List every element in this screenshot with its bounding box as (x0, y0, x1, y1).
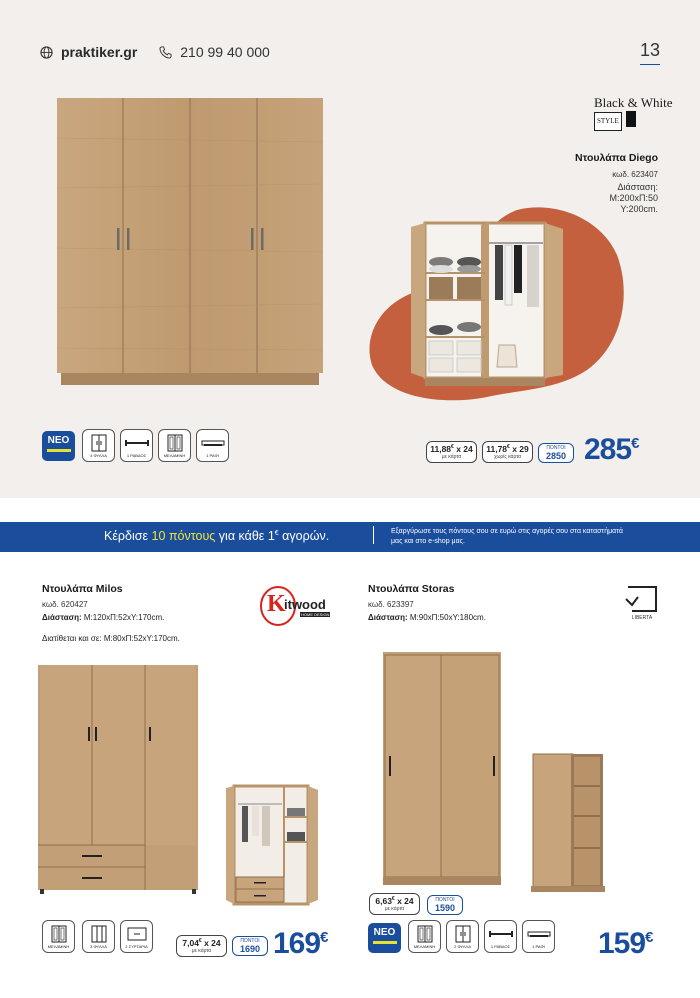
shelf-icon (200, 434, 226, 452)
storas-inst-amount: 6,63 (375, 896, 392, 906)
feature-rod (120, 429, 153, 462)
diego-title: Ντουλάπα Diego (575, 152, 658, 164)
storas-info (368, 583, 486, 622)
milos-inst-sub: με κάρτα (191, 948, 212, 954)
diego-price-currency: € (631, 435, 639, 452)
diego-inst-nocard-amount: 11,78 (486, 444, 508, 454)
milos-feature-doors-label: 3 ΦΥΛΛΑ (90, 944, 107, 949)
diego-inst-nocard-times: x 29 (512, 444, 529, 454)
banner-divider (373, 526, 374, 544)
diego-dim-label: Διάσταση: (617, 182, 658, 192)
diego-inst-nocard-currency: € (507, 444, 510, 451)
page-header (40, 44, 270, 60)
liberta-logo (622, 583, 662, 623)
phone-number[interactable]: 210 99 40 000 (180, 44, 270, 60)
doors-icon (91, 434, 107, 452)
new-badge (42, 431, 75, 461)
shelf-icon (526, 925, 552, 943)
new-badge-label: ΝΕΟ (47, 435, 70, 446)
diego-installment-card (426, 441, 477, 463)
milos-price-currency: € (320, 929, 328, 946)
black-white-logo-text: Black & White (594, 95, 673, 110)
storas-feature-rod-label: 1 ΡΑΒΔΟΣ (490, 944, 511, 949)
storas-dim-label: Διάσταση: (368, 613, 408, 622)
storas-feature-shelf-label: 1 ΡΑΦΙ (532, 944, 545, 949)
banner-text-pre: Κέρδισε (104, 529, 152, 543)
melamine-icon (51, 925, 67, 943)
diego-open-wardrobe-image (367, 205, 630, 405)
storas-points (427, 895, 463, 915)
feature-doors-label: 4 ΦΥΛΛΑ (90, 453, 107, 458)
feature-doors (82, 429, 115, 462)
feature-rod-label: 1 ΡΑΒΔΟΣ (126, 453, 147, 458)
black-white-logo-mark: STYLE (594, 112, 622, 131)
doors-icon (455, 925, 471, 943)
banner-headline (104, 529, 329, 543)
diego-inst-card-amount: 11,88 (430, 444, 452, 454)
storas-feature-doors (446, 920, 479, 953)
storas-inst-times: x 24 (397, 896, 414, 906)
milos-feature-drawers-label: 2 ΣΥΡΤΑΡΙΑ (125, 944, 148, 949)
melamine-icon (167, 434, 183, 452)
diego-installment-nocard (482, 441, 533, 463)
milos-points (232, 936, 268, 956)
storas-points-value: 1590 (434, 903, 456, 913)
milos-price-value: 169 (273, 927, 321, 960)
milos-feature-drawers (120, 920, 153, 953)
storas-open-wardrobe-image (531, 752, 605, 894)
milos-code: κωδ. 620427 (42, 600, 88, 609)
storas-feature-melamine-label: ΜΕΛΑΜΙΝΗ (413, 944, 436, 949)
banner-text-sup: € (274, 529, 279, 537)
storas-points-label: ΠΟΝΤΟΙ (435, 897, 455, 903)
kitwood-logo-text: itwood (284, 597, 326, 612)
diego-inst-card-sub: με κάρτα (441, 454, 462, 460)
milos-info (42, 583, 180, 643)
storas-title: Ντουλάπα Storas (368, 583, 455, 595)
globe-icon (40, 46, 53, 59)
diego-points-value: 2850 (545, 451, 567, 461)
site-link[interactable]: praktiker.gr (61, 44, 138, 60)
storas-price-currency: € (645, 929, 653, 946)
storas-new-badge-bar (373, 941, 397, 944)
banner-text-end: αγορών. (278, 529, 330, 543)
diego-price (584, 433, 638, 467)
storas-dim-value: M:90xΠ:50xY:180cm. (407, 613, 486, 622)
storas-feature-shelf (522, 920, 555, 953)
feature-melamine-label: ΜΕΛΑΜΙΝΗ (163, 453, 186, 458)
diego-points (538, 443, 574, 463)
milos-dimensions (42, 613, 180, 622)
milos-inst-times: x 24 (204, 938, 221, 948)
diego-price-value: 285 (584, 433, 632, 466)
feature-shelf-label: 1 ΡΑΦΙ (206, 453, 219, 458)
kitwood-logo (256, 584, 336, 628)
milos-inst-amount: 7,04 (182, 938, 199, 948)
rod-icon (124, 434, 150, 452)
storas-inst-sub: με κάρτα (384, 906, 405, 912)
diego-points-label: ΠΟΝΤΟΙ (546, 445, 566, 451)
storas-feature-rod (484, 920, 517, 953)
feature-melamine (158, 429, 191, 462)
black-square-icon (626, 111, 636, 127)
diego-dim-line2: Y:200cm. (620, 204, 658, 214)
milos-feature-melamine-label: ΜΕΛΑΜΙΝΗ (47, 944, 70, 949)
storas-feature-melamine (408, 920, 441, 953)
banner-text-post: για κάθε 1 (215, 529, 275, 543)
storas-new-badge-label: ΝΕΟ (373, 927, 396, 938)
diego-wardrobe-image (57, 98, 323, 386)
milos-feature-melamine (42, 920, 75, 953)
melamine-icon (417, 925, 433, 943)
milos-dim-label: Διάσταση: (42, 613, 82, 622)
storas-installment (369, 893, 420, 915)
milos-title: Ντουλάπα Milos (42, 583, 123, 595)
diego-inst-card-currency: € (451, 444, 454, 451)
milos-feature-doors (82, 920, 115, 953)
new-badge-bar (47, 449, 71, 452)
page-number: 13 (640, 40, 660, 65)
banner-text-points: 10 πόντους (151, 529, 216, 543)
drawers-icon (126, 925, 148, 943)
milos-open-wardrobe-image (224, 782, 320, 910)
liberta-logo-mark (624, 583, 660, 613)
rod-icon (488, 925, 514, 943)
kitwood-logo-sub: HOME DESIGN (301, 612, 330, 617)
black-white-logo (594, 94, 673, 132)
milos-installment (176, 935, 227, 957)
milos-price (273, 927, 327, 961)
diego-inst-nocard-sub: χωρίς κάρτα (493, 454, 522, 460)
storas-price (598, 927, 652, 961)
diego-code: κωδ. 623407 (612, 170, 658, 179)
doors-icon (91, 925, 107, 943)
milos-inst-currency: € (198, 938, 202, 945)
storas-inst-currency: € (391, 896, 395, 903)
diego-dim-line1: M:200xΠ:50 (609, 193, 658, 203)
milos-points-value: 1690 (239, 944, 261, 954)
liberta-logo-text: LIBERTA (631, 615, 653, 621)
storas-feature-doors-label: 2 ΦΥΛΛΑ (454, 944, 471, 949)
points-banner (0, 522, 700, 552)
storas-code: κωδ. 623397 (368, 600, 414, 609)
storas-dimensions (368, 613, 486, 622)
milos-points-label: ΠΟΝΤΟΙ (240, 938, 260, 944)
banner-note: Εξαργύρωσε τους πόντους σου σε ευρώ στις αγορές σου στα καταστήματά μας και στο e-shop μας. (391, 528, 623, 545)
milos-also-available: Διατίθεται και σε: M:80xΠ:52xY:170cm. (42, 634, 180, 643)
kitwood-logo-k: K (267, 591, 286, 617)
storas-new-badge (368, 923, 401, 953)
milos-dim-value: M:120xΠ:52xY:170cm. (81, 613, 165, 622)
storas-wardrobe-image (383, 652, 503, 888)
feature-shelf (196, 429, 229, 462)
storas-price-value: 159 (598, 927, 646, 960)
diego-inst-card-times: x 24 (456, 444, 473, 454)
milos-wardrobe-image (38, 665, 200, 895)
phone-icon (159, 46, 172, 59)
